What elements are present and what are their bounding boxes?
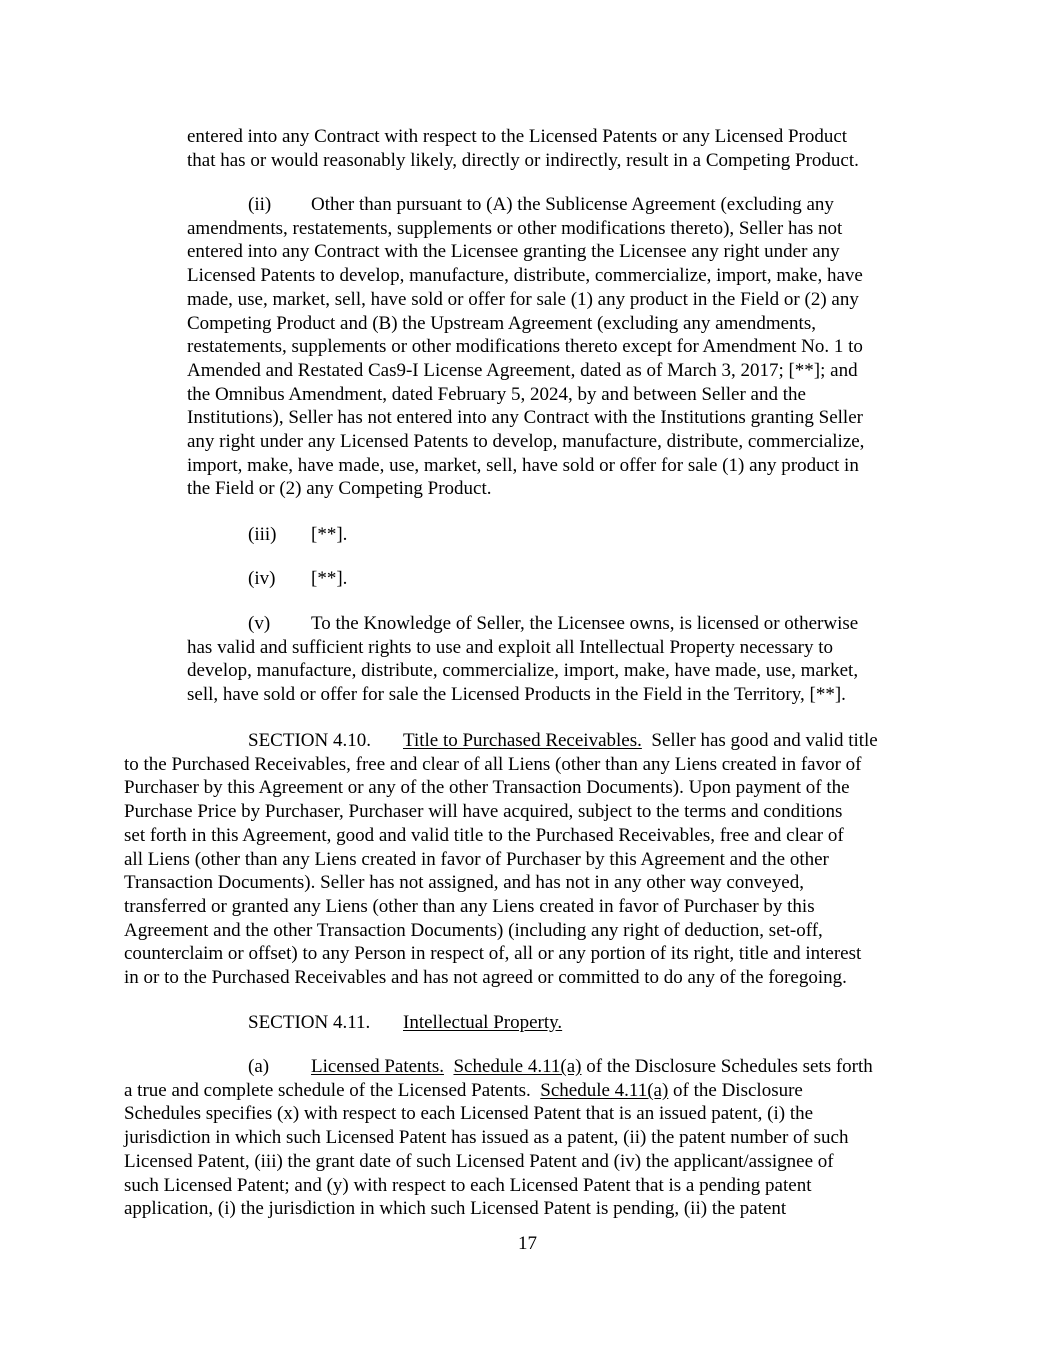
text-line: counterclaim or offset) to any Person in respect of, all or any portion of its right, title and interest [124, 943, 862, 965]
text-line: Transaction Documents). Seller has not assigned, and has not in any other way conveyed, [124, 872, 804, 894]
text-line: a true and complete schedule of the Licensed Patents. [124, 1079, 531, 1101]
paragraph-number: (v) [248, 613, 271, 634]
paragraph-iv [248, 567, 347, 591]
text-line: amendments, restatements, supplements or other modifications thereto), Seller has not [187, 217, 843, 239]
paragraph-text: [**]. [311, 568, 348, 589]
text-line: sell, have sold or offer for sale the Licensed Products in the Field in the Territory, [**]. [187, 684, 846, 706]
text-line: such Licensed Patent; and (y) with respect to each Licensed Patent that is a pending patent [124, 1174, 812, 1196]
paragraph-number: (iii) [248, 524, 277, 545]
text-line: of the Disclosure Schedules sets forth [586, 1056, 873, 1077]
text-line: Purchase Price by Purchaser, Purchaser will have acquired, subject to the terms and conditions [124, 801, 843, 823]
section-title: Title to Purchased Receivables. [403, 730, 642, 751]
paragraph-text: [**]. [311, 524, 348, 545]
schedule-reference: Schedule 4.11(a) [453, 1056, 582, 1077]
text-line: Other than pursuant to (A) the Sublicense Agreement (excluding any [311, 194, 834, 215]
text-line: To the Knowledge of Seller, the Licensee owns, is licensed or otherwise [311, 613, 859, 634]
text-line: any right under any Licensed Patents to develop, manufacture, distribute, commercialize, [187, 431, 865, 453]
schedule-reference: Schedule 4.11(a) [540, 1079, 669, 1101]
text-line: set forth in this Agreement, good and valid title to the Purchased Receivables, free and clear of [124, 824, 844, 846]
text-line: Licensed Patent, (iii) the grant date of such Licensed Patent and (iv) the applicant/assignee of [124, 1150, 834, 1172]
text-line: has valid and sufficient rights to use and exploit all Intellectual Property necessary to [187, 636, 833, 658]
text-line: Amended and Restated Cas9-I License Agreement, dated as of March 3, 2017; [**]; and [187, 359, 858, 381]
text-line: in or to the Purchased Receivables and has not agreed or committed to do any of the foregoing. [124, 967, 847, 989]
text-line: to the Purchased Receivables, free and clear of all Liens (other than any Liens created in favor of [124, 753, 862, 775]
text-line: that has or would reasonably likely, directly or indirectly, result in a Competing Product. [187, 149, 859, 171]
paragraph-number: (ii) [248, 194, 272, 215]
text-line: the Field or (2) any Competing Product. [187, 478, 492, 500]
text-line: Competing Product and (B) the Upstream Agreement (excluding any amendments, [187, 312, 816, 334]
text-line: Seller has good and valid title [651, 730, 878, 751]
text-line: develop, manufacture, distribute, commercialize, import, make, have made, use, market, [187, 660, 859, 682]
text-line: import, make, have made, use, market, sell, have sold or offer for sale (1) any product in [187, 454, 859, 476]
text-line: jurisdiction in which such Licensed Patent has issued as a patent, (ii) the patent number of such [124, 1127, 849, 1149]
text-line: made, use, market, sell, have sold or offer for sale (1) any product in the Field or (2) any [187, 288, 859, 310]
text-line: of the Disclosure [673, 1079, 803, 1101]
section-4-10 [124, 729, 878, 990]
text-line: application, (i) the jurisdiction in which such Licensed Patent is pending, (ii) the patent [124, 1198, 787, 1220]
text-line: Agreement and the other Transaction Documents) (including any right of deduction, set-off, [124, 919, 823, 941]
paragraph-continuation [187, 125, 859, 172]
text-line: Schedules specifies (x) with respect to each Licensed Patent that is an issued patent, (i) the [124, 1103, 814, 1125]
text-line: all Liens (other than any Liens created in favor of Purchaser by this Agreement and the other [124, 848, 829, 870]
text-line: the Omnibus Amendment, dated February 5, 2024, by and between Seller and the [187, 383, 806, 405]
section-4-11-heading [248, 1011, 562, 1035]
section-title: Intellectual Property. [403, 1012, 563, 1033]
text-line: entered into any Contract with the Licensee granting the Licensee any right under any [187, 241, 840, 263]
paragraph-number: (a) [248, 1056, 270, 1077]
text-line: Purchaser by this Agreement or any of the other Transaction Documents). Upon payment of the [124, 777, 850, 799]
paragraph-v [187, 612, 858, 707]
text-line: entered into any Contract with respect to the Licensed Patents or any Licensed Product [187, 126, 848, 147]
text-line: Institutions), Seller has not entered into any Contract with the Institutions granting Seller [187, 407, 863, 429]
section-label: SECTION 4.10. [248, 730, 371, 751]
text-line: transferred or granted any Liens (other than any Liens created in favor of Purchaser by this [124, 895, 815, 917]
page-number: 17 [518, 1233, 537, 1254]
paragraph-iii [248, 523, 347, 547]
paragraph-a [124, 1055, 873, 1221]
text-line: Licensed Patents to develop, manufacture, distribute, commercialize, import, make, have [187, 265, 863, 287]
text-line: restatements, supplements or other modifications thereto except for Amendment No. 1 to [187, 336, 863, 358]
section-label: SECTION 4.11. [248, 1012, 371, 1033]
paragraph-number: (iv) [248, 568, 276, 589]
paragraph-title: Licensed Patents. [311, 1056, 444, 1077]
paragraph-ii [187, 193, 864, 501]
